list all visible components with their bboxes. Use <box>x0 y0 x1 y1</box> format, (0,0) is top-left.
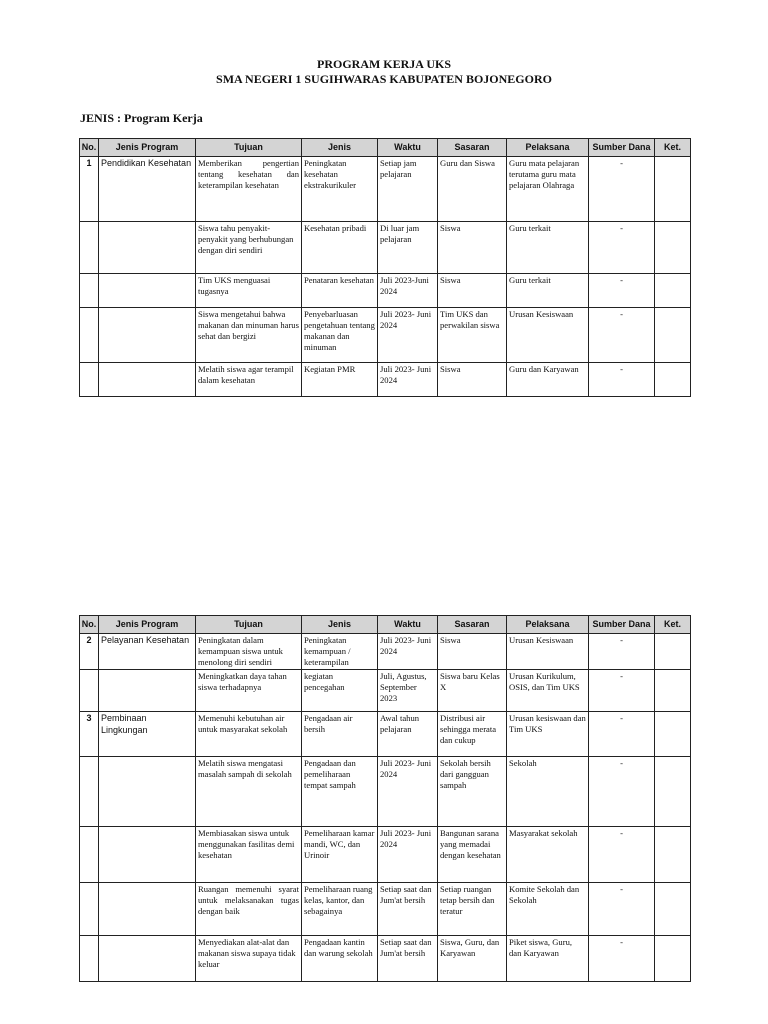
column-header-no: No. <box>80 616 99 634</box>
sumber-dana-cell: - <box>589 222 655 274</box>
waktu-cell: Juli 2023- Juni 2024 <box>378 757 438 827</box>
row-number <box>80 936 99 982</box>
jenis-cell: Penataran kesehatan <box>302 274 378 308</box>
column-header-tujuan: Tujuan <box>196 139 302 157</box>
program-name: Pendidikan Kesehatan <box>99 157 196 222</box>
sumber-dana-cell: - <box>589 670 655 712</box>
tujuan-cell: Melatih siswa agar terampil dalam kesehatan <box>196 363 302 397</box>
program-name <box>99 757 196 827</box>
program-name <box>99 936 196 982</box>
waktu-cell: Juli 2023- Juni 2024 <box>378 308 438 363</box>
waktu-cell: Setiap jam pelajaran <box>378 157 438 222</box>
sasaran-cell: Siswa <box>438 222 507 274</box>
waktu-cell: Di luar jam pelajaran <box>378 222 438 274</box>
row-number <box>80 757 99 827</box>
sumber-dana-cell: - <box>589 883 655 936</box>
waktu-cell: Awal tahun pelajaran <box>378 712 438 757</box>
sasaran-cell: Setiap ruangan tetap bersih dan teratur <box>438 883 507 936</box>
table-row <box>80 883 691 936</box>
column-header-waktu: Waktu <box>378 139 438 157</box>
sasaran-cell: Bangunan sarana yang memadai dengan kesehatan <box>438 827 507 883</box>
jenis-cell: Pemeliharaan kamar mandi, WC, dan Urinoir <box>302 827 378 883</box>
pelaksana-cell: Piket siswa, Guru, dan Karyawan <box>507 936 589 982</box>
tujuan-cell: Siswa mengetahui bahwa makanan dan minuman harus sehat dan bergizi <box>196 308 302 363</box>
sasaran-cell: Distribusi air sehingga merata dan cukup <box>438 712 507 757</box>
jenis-cell: Peningkatan kesehatan ekstrakurikuler <box>302 157 378 222</box>
program-name <box>99 363 196 397</box>
pelaksana-cell: Urusan kesiswaan dan Tim UKS <box>507 712 589 757</box>
pelaksana-cell: Masyarakat sekolah <box>507 827 589 883</box>
ket-cell <box>655 827 691 883</box>
tujuan-cell: Siswa tahu penyakit-penyakit yang berhubungan dengan diri sendiri <box>196 222 302 274</box>
table-row <box>80 634 691 670</box>
sumber-dana-cell: - <box>589 157 655 222</box>
sasaran-cell: Siswa <box>438 634 507 670</box>
table-row <box>80 757 691 827</box>
sumber-dana-cell: - <box>589 274 655 308</box>
table-row <box>80 157 691 222</box>
jenis-cell: kegiatan pencegahan <box>302 670 378 712</box>
waktu-cell: Juli 2023-Juni 2024 <box>378 274 438 308</box>
row-number: 2 <box>80 634 99 670</box>
ket-cell <box>655 274 691 308</box>
ket-cell <box>655 308 691 363</box>
jenis-cell: Pengadaan dan pemeliharaan tempat sampah <box>302 757 378 827</box>
page-subtitle: SMA NEGERI 1 SUGIHWARAS KABUPATEN BOJONEGORO <box>216 72 552 86</box>
program-name: Pelayanan Kesehatan <box>99 634 196 670</box>
sasaran-cell: Tim UKS dan perwakilan siswa <box>438 308 507 363</box>
tujuan-cell: Meningkatkan daya tahan siswa terhadapnya <box>196 670 302 712</box>
sumber-dana-cell: - <box>589 936 655 982</box>
program-table-1 <box>79 138 691 397</box>
ket-cell <box>655 222 691 274</box>
tujuan-cell: Memberikan pengertian tentang kesehatan dan keterampilan kesehatan <box>196 157 302 222</box>
column-header-ket: Ket. <box>655 616 691 634</box>
jenis-cell: Pengadaan air bersih <box>302 712 378 757</box>
column-header-waktu: Waktu <box>378 616 438 634</box>
waktu-cell: Setiap saat dan Jum'at bersih <box>378 883 438 936</box>
sasaran-cell: Siswa <box>438 363 507 397</box>
program-table-2 <box>79 615 691 982</box>
waktu-cell: Juli 2023- Juni 2024 <box>378 634 438 670</box>
column-header-sumber-dana: Sumber Dana <box>589 616 655 634</box>
tujuan-cell: Ruangan memenuhi syarat untuk melaksanakan tugas dengan baik <box>196 883 302 936</box>
table-row <box>80 274 691 308</box>
column-header-sasaran: Sasaran <box>438 616 507 634</box>
row-number: 3 <box>80 712 99 757</box>
program-name <box>99 883 196 936</box>
sasaran-cell: Siswa <box>438 274 507 308</box>
tujuan-cell: Menyediakan alat-alat dan makanan siswa supaya tidak keluar <box>196 936 302 982</box>
tujuan-cell: Membiasakan siswa untuk menggunakan fasilitas demi kesehatan <box>196 827 302 883</box>
jenis-cell: Kegiatan PMR <box>302 363 378 397</box>
sumber-dana-cell: - <box>589 757 655 827</box>
column-header-pelaksana: Pelaksana <box>507 139 589 157</box>
column-header-tujuan: Tujuan <box>196 616 302 634</box>
jenis-label: JENIS : Program Kerja <box>80 111 203 125</box>
program-name <box>99 670 196 712</box>
column-header-no: No. <box>80 139 99 157</box>
row-number <box>80 363 99 397</box>
column-header-jenis-program: Jenis Program <box>99 139 196 157</box>
program-name <box>99 827 196 883</box>
ket-cell <box>655 363 691 397</box>
column-header-ket: Ket. <box>655 139 691 157</box>
table-row <box>80 936 691 982</box>
row-number <box>80 883 99 936</box>
program-name <box>99 222 196 274</box>
pelaksana-cell: Urusan Kesiswaan <box>507 308 589 363</box>
column-header-sumber-dana: Sumber Dana <box>589 139 655 157</box>
row-number <box>80 222 99 274</box>
waktu-cell: Juli 2023- Juni 2024 <box>378 363 438 397</box>
column-header-jenis: Jenis <box>302 616 378 634</box>
column-header-jenis: Jenis <box>302 139 378 157</box>
ket-cell <box>655 634 691 670</box>
table-row <box>80 363 691 397</box>
sumber-dana-cell: - <box>589 363 655 397</box>
waktu-cell: Setiap saat dan Jum'at bersih <box>378 936 438 982</box>
page-title: PROGRAM KERJA UKS <box>316 57 451 71</box>
jenis-cell: Pemeliharaan ruang kelas, kantor, dan sebagainya <box>302 883 378 936</box>
ket-cell <box>655 757 691 827</box>
tujuan-cell: Peningkatan dalam kemampuan siswa untuk menolong diri sendiri <box>196 634 302 670</box>
table-row <box>80 827 691 883</box>
ket-cell <box>655 670 691 712</box>
row-number <box>80 670 99 712</box>
row-number: 1 <box>80 157 99 222</box>
row-number <box>80 274 99 308</box>
table-header-row <box>80 139 691 157</box>
sumber-dana-cell: - <box>589 712 655 757</box>
ket-cell <box>655 712 691 757</box>
waktu-cell: Juli 2023- Juni 2024 <box>378 827 438 883</box>
column-header-sasaran: Sasaran <box>438 139 507 157</box>
row-number <box>80 827 99 883</box>
pelaksana-cell: Sekolah <box>507 757 589 827</box>
table-row <box>80 222 691 274</box>
pelaksana-cell: Guru terkait <box>507 222 589 274</box>
tujuan-cell: Tim UKS menguasai tugasnya <box>196 274 302 308</box>
pelaksana-cell: Urusan Kesiswaan <box>507 634 589 670</box>
pelaksana-cell: Guru dan Karyawan <box>507 363 589 397</box>
ket-cell <box>655 936 691 982</box>
pelaksana-cell: Urusan Kurikulum, OSIS, dan Tim UKS <box>507 670 589 712</box>
sasaran-cell: Sekolah bersih dari gangguan sampah <box>438 757 507 827</box>
sumber-dana-cell: - <box>589 827 655 883</box>
program-name: Pembinaan Lingkungan <box>99 712 196 757</box>
sumber-dana-cell: - <box>589 634 655 670</box>
table-row <box>80 712 691 757</box>
pelaksana-cell: Komite Sekolah dan Sekolah <box>507 883 589 936</box>
sasaran-cell: Siswa, Guru, dan Karyawan <box>438 936 507 982</box>
ket-cell <box>655 157 691 222</box>
jenis-cell: Pengadaan kantin dan warung sekolah <box>302 936 378 982</box>
table-header-row <box>80 616 691 634</box>
ket-cell <box>655 883 691 936</box>
column-header-jenis-program: Jenis Program <box>99 616 196 634</box>
sasaran-cell: Siswa baru Kelas X <box>438 670 507 712</box>
sumber-dana-cell: - <box>589 308 655 363</box>
column-header-pelaksana: Pelaksana <box>507 616 589 634</box>
waktu-cell: Juli, Agustus, September 2023 <box>378 670 438 712</box>
row-number <box>80 308 99 363</box>
jenis-cell: Kesehatan pribadi <box>302 222 378 274</box>
program-name <box>99 308 196 363</box>
pelaksana-cell: Guru terkait <box>507 274 589 308</box>
table-row <box>80 308 691 363</box>
program-name <box>99 274 196 308</box>
table-row <box>80 670 691 712</box>
tujuan-cell: Melatih siswa mengatasi masalah sampah di sekolah <box>196 757 302 827</box>
pelaksana-cell: Guru mata pelajaran terutama guru mata pelajaran Olahraga <box>507 157 589 222</box>
jenis-cell: Penyebarluasan pengetahuan tentang makanan dan minuman <box>302 308 378 363</box>
tujuan-cell: Memenuhi kebutuhan air untuk masyarakat sekolah <box>196 712 302 757</box>
jenis-cell: Peningkatan kemampuan / keterampilan <box>302 634 378 670</box>
sasaran-cell: Guru dan Siswa <box>438 157 507 222</box>
